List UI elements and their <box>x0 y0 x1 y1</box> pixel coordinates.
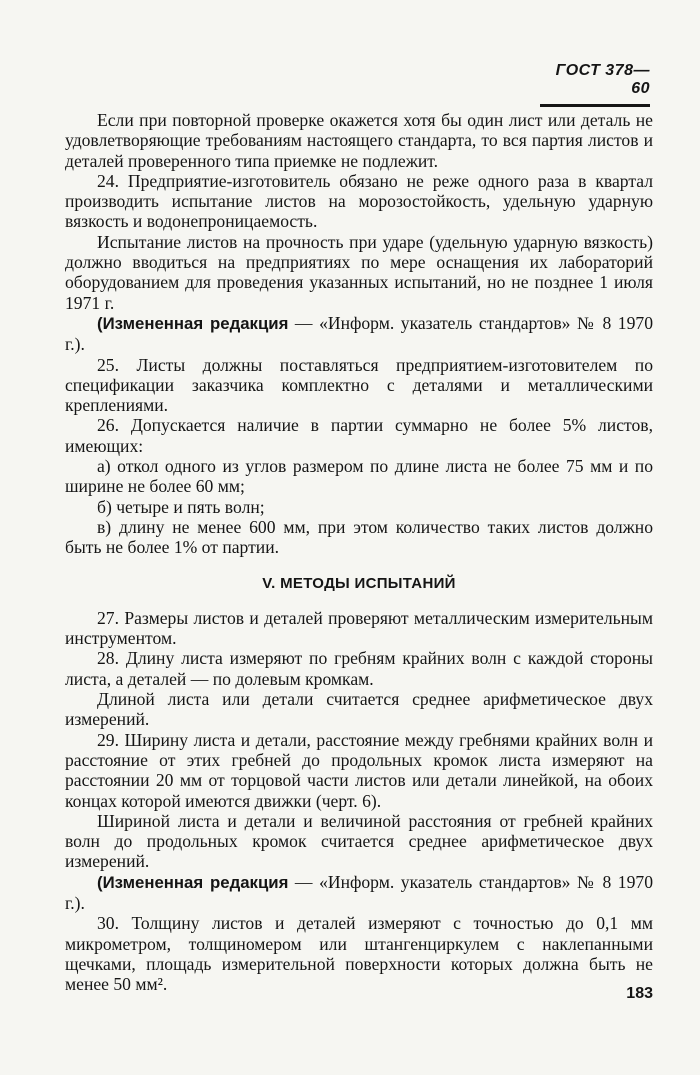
paragraph-amendment-2 <box>65 872 653 914</box>
paragraph-30: 30. Толщину листов и деталей измеряют с точностью до 0,1 мм микрометром, толщиномером или штангенциркулем с наклепанными щечками, площадь измерительной поверхности которых должна быть не менее 50 мм². <box>65 913 653 995</box>
page-content <box>65 110 653 994</box>
amendment-label: (Измененная редакция <box>97 872 289 892</box>
header-rule <box>540 104 650 107</box>
list-item-b: б) четыре и пять волн; <box>97 496 265 517</box>
paragraph-recheck: Если при повторной проверке окажется хотя бы один лист или деталь не удовлетворяющие требованиям настоящего стандарта, то вся партия листов и деталей проверенного типа приемке не подлежит. <box>65 110 653 171</box>
paragraph-28: 28. Длину листа измеряют по гребням крайних волн с каждой стороны листа, а деталей — по долевым кромкам. <box>65 648 653 689</box>
list-item-c: в) длину не менее 600 мм, при этом количество таких листов должно быть не более 1% от партии. <box>65 516 653 558</box>
paragraph-25: 25. Листы должны поставляться предприятием-изготовителем по спецификации заказчика комплектно с деталями и металлическими креплениями. <box>65 354 653 416</box>
paragraph-26: 26. Допускается наличие в партии суммарно не более 5% листов, имеющих: <box>65 415 653 456</box>
section-title: V. МЕТОДЫ ИСПЫТАНИЙ <box>262 574 456 592</box>
paragraph-length-mean: Длиной листа или детали считается среднее арифметическое двух измерений. <box>65 689 653 730</box>
amendment-text: — «Информ. указатель стандартов» № 8 1970 г.). <box>65 871 653 913</box>
paragraph-amendment-1 <box>65 313 653 355</box>
amendment-text: — «Информ. указатель стандартов» № 8 1970 г.). <box>65 312 653 355</box>
page-number: 183 <box>626 985 653 1002</box>
paragraph-29: 29. Ширину листа и детали, расстояние между гребнями крайних волн и расстояние от этих гребней до продольных кромок листа измеряют на расстоянии 20 мм от торцовой части листов или детали линейкой, на обоих концах которой имеются движки (черт. 6). <box>65 729 653 811</box>
paragraph-impact-test: Испытание листов на прочность при ударе (удельную ударную вязкость) должно вводиться на предприятиях по мере оснащения их лабораторий оборудованием для проведения указанных испытаний, но не позднее 1 июля 1971 г. <box>65 231 653 313</box>
paragraph-24: 24. Предприятие-изготовитель обязано не реже одного раза в квартал производить испытание листов на морозостойкость, удельную ударную вязкость и водонепроницаемость. <box>65 170 653 232</box>
document-code: ГОСТ 378—60 <box>555 62 650 97</box>
paragraph-width-mean: Шириной листа и детали и величиной расстояния от гребней крайних волн до продольных кромок считается среднее арифметическое двух измерений. <box>65 810 653 872</box>
amendment-label: (Измененная редакция <box>97 313 289 333</box>
paragraph-27: 27. Размеры листов и деталей проверяют металлическим измерительным инструментом. <box>65 607 653 649</box>
page-header <box>540 62 650 107</box>
list-item-a: а) откол одного из углов размером по длине листа не более 75 мм и по ширине не более 60 мм; <box>65 456 653 497</box>
